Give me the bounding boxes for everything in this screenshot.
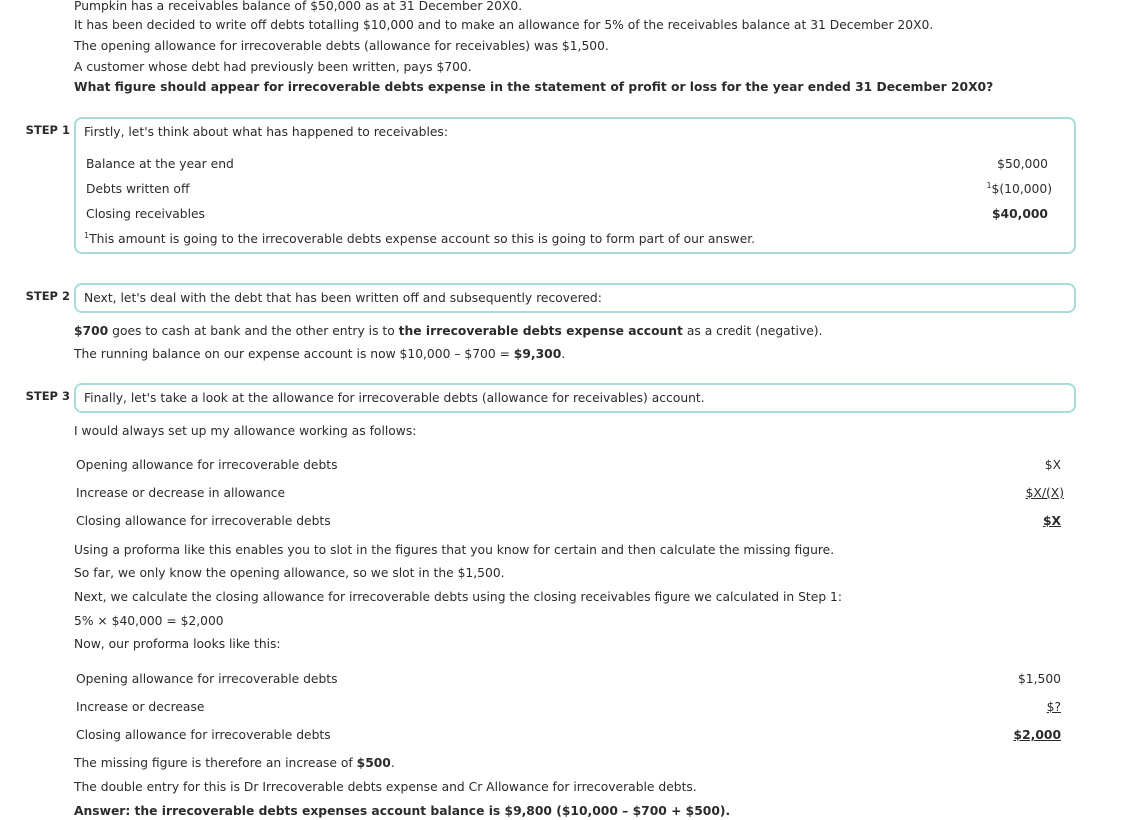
step3-paragraph-3: Next, we calculate the closing allowance for irrecoverable debts using the closing receivables figure we calculated in Step 1: [74,590,843,604]
step3-calculation: 5% × $40,000 = $2,000 [74,614,224,628]
step1-row-label: Balance at the year end [86,157,234,171]
double-entry: The double entry for this is Dr Irrecoverable debts expense and Cr Allowance for irrecoverable debts. [74,780,697,794]
proforma2-row-label: Increase or decrease [76,700,205,714]
step1-row-value: $40,000 [991,207,1048,221]
step3-heading: Finally, let's take a look at the allowance for irrecoverable debts (allowance for receivables) account. [84,391,705,405]
step3-box [74,383,1076,413]
intro-line-4: A customer whose debt had previously been written, pays $700. [74,60,472,74]
proforma-row-label: Increase or decrease in allowance [76,486,286,500]
step1-box [74,117,1076,254]
step2-box [74,283,1076,313]
step3-paragraph-5: Now, our proforma looks like this: [74,637,281,651]
proforma2-row-value: $? [1046,700,1061,714]
step1-footnote: $^1$This amount is going to the irrecoverable debts expense account so this is going to form part of our answer. [84,231,756,246]
proforma-row-label: Opening allowance for irrecoverable debts [76,458,338,472]
step2-paragraph-2: The running balance on our expense account is now $10,000 – $700 = $9,300. [74,347,566,361]
answer: Answer: the irrecoverable debts expenses account balance is $9,800 ($10,000 – $700 + $500). [74,804,731,818]
step2-paragraph-1: $700 goes to cash at bank and the other entry is to the irrecoverable debts expense account as a credit (negative). [74,324,823,338]
intro-line-3: The opening allowance for irrecoverable debts (allowance for receivables) was $1,500. [74,39,609,53]
step1-heading: Firstly, let's think about what has happened to receivables: [84,125,448,139]
step1-label: STEP 1 [25,123,70,137]
step3-label: STEP 3 [25,389,70,403]
step1-row-label: Closing receivables [86,207,205,221]
step3-paragraph-1: Using a proforma like this enables you to slot in the figures that you know for certain and then calculate the missing figure. [74,543,835,557]
question: What figure should appear for irrecoverable debts expense in the statement of profit or loss for the year ended 31 December 20X0? [74,80,994,94]
intro-line-1: Pumpkin has a receivables balance of $50,000 as at 31 December 20X0. [74,0,523,13]
footnote-ref: 1 [986,181,992,190]
step1-row-value: $50,000 [997,157,1048,171]
missing-figure: The missing figure is therefore an increase of $500. [74,756,395,770]
proforma-row-value: $X/(X) [1025,486,1064,500]
proforma2-row-value: $2,000 [1013,728,1061,742]
proforma-row-label: Closing allowance for irrecoverable debts [76,514,331,528]
step1-row-value: $^1$\$(10,000) [986,181,1052,196]
step2-label: STEP 2 [25,289,70,303]
step3-intro: I would always set up my allowance working as follows: [74,424,417,438]
proforma-row-value: $X [1044,458,1061,472]
proforma2-row-label: Opening allowance for irrecoverable debts [76,672,338,686]
proforma2-row-value: $1,500 [1017,672,1061,686]
step2-heading: Next, let's deal with the debt that has been written off and subsequently recovered: [84,291,602,305]
step3-paragraph-2: So far, we only know the opening allowance, so we slot in the $1,500. [74,566,505,580]
proforma2-row-label: Closing allowance for irrecoverable debts [76,728,331,742]
step1-row-label: Debts written off [86,182,190,196]
proforma-row-value: $X [1042,514,1061,528]
intro-line-2: It has been decided to write off debts totalling $10,000 and to make an allowance for 5% of the receivables balance at 31 December 20X0. [74,18,934,32]
